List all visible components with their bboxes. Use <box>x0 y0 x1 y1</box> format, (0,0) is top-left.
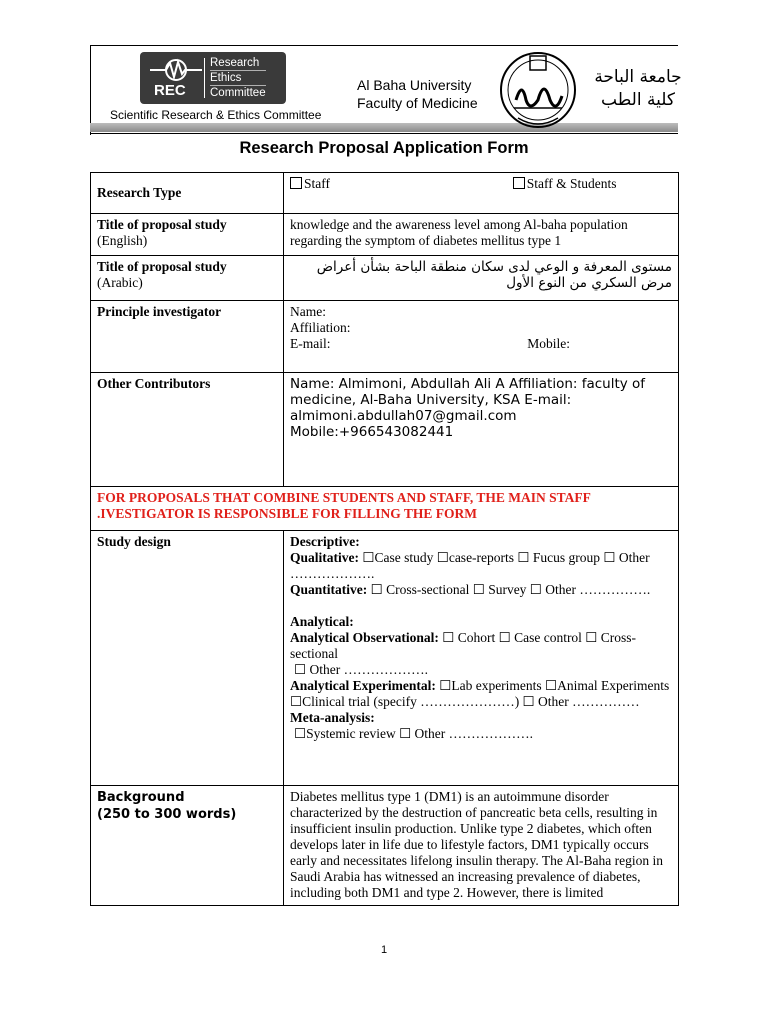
pi-name-field: Name: <box>290 304 326 319</box>
label-cell <box>91 256 284 301</box>
logo-word: Ethics <box>210 71 266 86</box>
label-cell <box>91 373 284 487</box>
label-cell <box>91 531 284 786</box>
header-bar-line <box>90 133 678 134</box>
research-type-label: Research Type <box>97 185 182 200</box>
title-ar-label: Title of proposal study <box>97 259 227 274</box>
title-ar-line: مرض السكري من النوع الأول <box>506 275 672 291</box>
quantitative-options[interactable]: ☐ Cross-sectional ☐ Survey ☐ Other ……………. <box>370 582 651 597</box>
qualitative-heading: Qualitative: <box>290 550 359 565</box>
pi-mobile-field: Mobile: <box>527 336 570 351</box>
label-cell <box>91 173 284 214</box>
observational-other[interactable]: ☐ Other ………………. <box>294 662 428 677</box>
page-number: 1 <box>380 944 388 956</box>
table-row <box>91 786 679 906</box>
meta-analysis-options[interactable]: ☐Systemic review ☐ Other ………………. <box>294 726 534 741</box>
faculty-line-ar: كلية الطب <box>601 90 675 110</box>
label-cell <box>91 214 284 256</box>
notice-line: FOR PROPOSALS THAT COMBINE STUDENTS AND STAFF, THE MAIN STAFF <box>97 490 591 505</box>
title-en-label: Title of proposal study <box>97 217 227 232</box>
title-ar-sublabel: (Arabic) <box>97 275 143 290</box>
contributors-value[interactable]: Name: Almimoni, Abdullah Ali A Affiliation: faculty of medicine, Al-Baha University, KSA E-mail: almimoni.abdullah07@gmail.com Mobile:+966543082441 <box>284 373 679 487</box>
university-name-en <box>357 76 478 112</box>
background-label: Background <box>97 790 185 805</box>
logo-word: Committee <box>210 87 266 99</box>
staff-students-checkbox[interactable] <box>513 176 617 191</box>
research-type-cell <box>284 173 679 214</box>
label-cell <box>91 301 284 373</box>
table-row <box>91 214 679 256</box>
quantitative-heading: Quantitative: <box>290 582 368 597</box>
university-line-ar: جامعة الباحة <box>594 67 682 87</box>
logo-word: Research <box>210 56 266 71</box>
title-ar-value[interactable] <box>284 256 679 301</box>
heartbeat-icon <box>148 58 204 82</box>
pi-affiliation-field: Affiliation: <box>290 320 351 335</box>
header-top-line <box>90 45 678 46</box>
pi-contact-line <box>290 336 672 352</box>
table-row <box>91 531 679 786</box>
checkbox-icon <box>290 177 302 189</box>
checkbox-icon <box>513 177 525 189</box>
staff-checkbox[interactable] <box>290 176 330 191</box>
analytical-heading: Analytical: <box>290 614 354 629</box>
page-title: Research Proposal Application Form <box>239 139 529 157</box>
application-form-table <box>90 172 679 906</box>
study-design-label: Study design <box>97 534 171 549</box>
title-en-value[interactable]: knowledge and the awareness level among Al-baha population regarding the symptom of diabetes mellitus type 1 <box>284 214 679 256</box>
pi-email-field: E-mail: <box>290 336 331 351</box>
background-value[interactable]: Diabetes mellitus type 1 (DM1) is an autoimmune disorder characterized by the destruction of pancreatic beta cells, resulting in insufficient insulin production. Unlike type 2 diabetes, which often develops later in life due to lifestyle factors, DM1 typically occurs early and necessitates lifelong insulin therapy. The Al-Baha region in Saudi Arabia has witnessed an increasing prevalence of diabetes, including both DM1 and type 2. However, there is limited <box>284 786 679 906</box>
label-cell <box>91 786 284 906</box>
pi-label: Principle investigator <box>97 304 222 319</box>
background-word-limit: (250 to 300 words) <box>97 807 237 822</box>
staff-option-label: Staff <box>304 176 330 191</box>
committee-subtitle: Scientific Research & Ethics Committee <box>110 108 322 122</box>
rec-abbrev: REC <box>154 82 186 99</box>
experimental-heading: Analytical Experimental: <box>290 678 436 693</box>
experimental-options[interactable]: ☐Lab experiments ☐Animal Experiments ☐Clinical trial (specify …………………) ☐ Other …………… <box>290 678 670 709</box>
university-line: Al Baha University <box>357 77 472 93</box>
pi-cell[interactable] <box>284 301 679 373</box>
table-row <box>91 373 679 487</box>
qualitative-options[interactable]: ☐Case study ☐case-reports ☐ Fucus group ☐ Other ………………. <box>290 550 650 581</box>
rec-logo <box>140 52 286 104</box>
header-bar <box>90 123 678 132</box>
observational-heading: Analytical Observational: <box>290 630 439 645</box>
staff-students-option-label: Staff & Students <box>526 176 617 191</box>
university-name-ar <box>588 66 688 112</box>
faculty-line: Faculty of Medicine <box>357 95 478 111</box>
header-left-line <box>90 45 91 135</box>
meta-analysis-heading: Meta-analysis: <box>290 710 375 725</box>
contributors-label: Other Contributors <box>97 376 211 391</box>
table-row <box>91 256 679 301</box>
table-row <box>91 487 679 531</box>
notice-cell <box>91 487 679 531</box>
notice-line: .IVESTIGATOR IS RESPONSIBLE FOR FILLING THE FORM <box>97 506 477 521</box>
observational-options[interactable]: ☐ Cohort ☐ Case control ☐ Cross-sectional <box>290 630 637 661</box>
table-row <box>91 173 679 214</box>
title-en-sublabel: (English) <box>97 233 148 248</box>
logo-divider <box>204 58 205 98</box>
title-ar-line: مستوى المعرفة و الوعي لدى سكان منطقة الباحة بشأن أعراض <box>316 259 672 275</box>
study-design-cell <box>284 531 679 786</box>
logo-words <box>210 56 266 100</box>
university-seal-icon <box>496 50 580 130</box>
descriptive-heading: Descriptive: <box>290 534 360 549</box>
table-row <box>91 301 679 373</box>
